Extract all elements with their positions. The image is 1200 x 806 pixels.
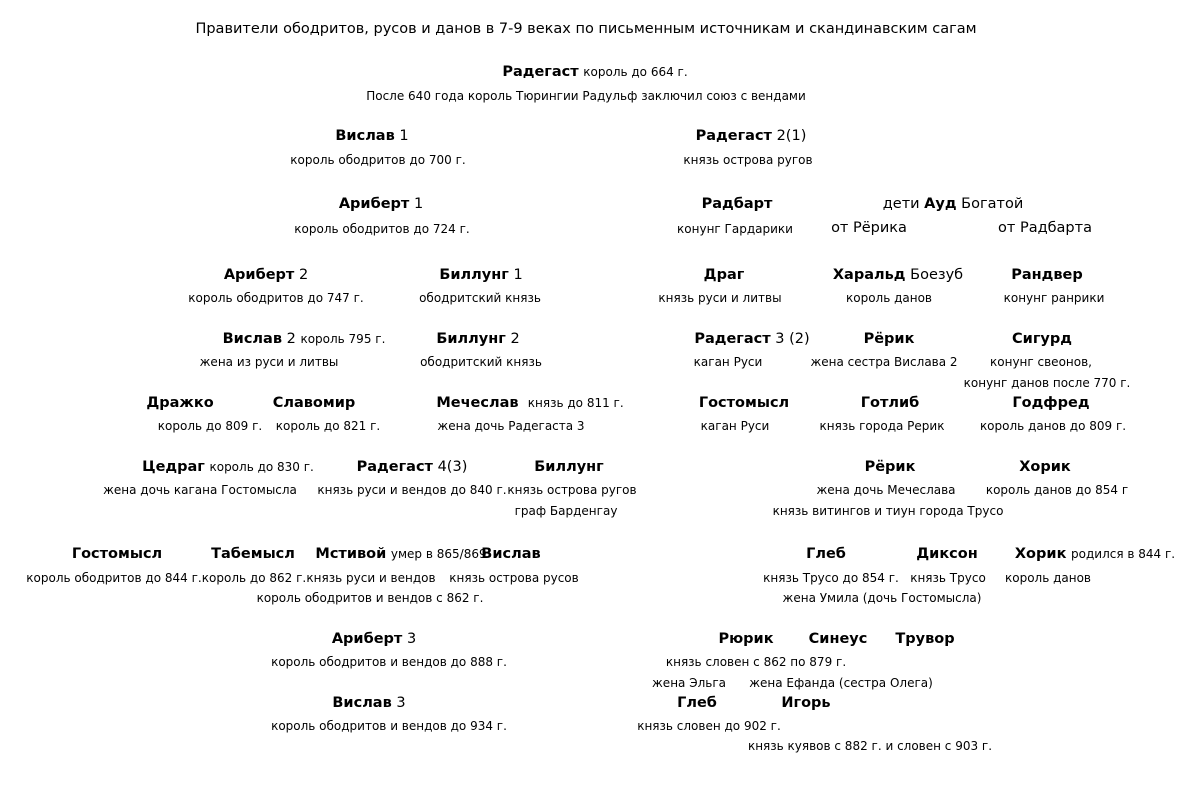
gleb-1-label: Глеб (806, 546, 846, 562)
gotlib-line1: князь города Рерик (819, 419, 945, 433)
aribert-3-label: Ариберт (331, 631, 403, 647)
gleb-1-name (806, 546, 846, 563)
radegast-0-note: король до 664 г. (583, 65, 688, 79)
aud-right: от Радбарта (998, 220, 1092, 236)
aribert-1-line1: король ободритов до 724 г. (294, 222, 470, 236)
drag-line1: князь руси и литвы (658, 291, 782, 305)
aud-header (883, 196, 1024, 213)
aribert-2-name (224, 267, 308, 284)
godfred-label: Годфред (1012, 395, 1090, 411)
sigurd-line1: конунг свеонов, (990, 355, 1092, 369)
rerik-1-line1: жена сестра Вислава 2 (810, 355, 958, 369)
mecheslav-line1: жена дочь Радегаста 3 (437, 419, 585, 433)
igor-label: Игорь (781, 695, 831, 711)
mecheslav-note: князь до 811 г. (527, 396, 624, 410)
radbart-label: Радбарт (701, 196, 773, 212)
tsedrag-label: Цедраг (142, 459, 205, 475)
rerik-1-label: Рёрик (863, 331, 915, 347)
billung-1-num: 1 (513, 267, 523, 283)
vislav-2-label: Вислав (222, 331, 282, 347)
gostomysl-2-line1: король ободритов до 844 г. (26, 571, 202, 585)
sineus-name (809, 631, 868, 648)
vislav-1-line1: король ободритов до 700 г. (290, 153, 466, 167)
billung-2-num: 2 (510, 331, 520, 347)
rerik-2-label: Рёрик (864, 459, 916, 475)
aribert-3-name (332, 631, 416, 648)
ryurik-label: Рюрик (718, 631, 774, 647)
radegast-2-name (696, 128, 807, 145)
gleb-1-line1: князь Трусо до 854 г. (763, 571, 899, 585)
vislav-b-line1: князь острова русов (449, 571, 579, 585)
randver-line1: конунг ранрики (1003, 291, 1105, 305)
billung-3-line1: князь острова ругов (507, 483, 637, 497)
radegast-4-label: Радегаст (356, 459, 433, 475)
tsedrag-note: король до 830 г. (209, 460, 314, 474)
igor-name (781, 695, 830, 712)
harald-label: Харальд (832, 267, 906, 283)
horik-1-label: Хорик (1019, 459, 1071, 475)
harald-name (833, 267, 963, 284)
vislav-1-name (335, 128, 408, 145)
gotlib-name (861, 395, 920, 412)
aribert-2-num: 2 (298, 267, 309, 283)
vislav-3-num: 3 (396, 695, 406, 711)
vislav-b-label: Вислав (481, 546, 541, 562)
radegast-0-name (502, 64, 687, 81)
gleb-2-line1: князь словен до 902 г. (637, 719, 781, 733)
gostomysl-2-name (72, 546, 162, 563)
gostomysl-1-line1: каган Руси (700, 419, 770, 433)
slavomir-label: Славомир (272, 395, 356, 411)
tsedrag-name (142, 459, 314, 476)
rerik-2-line1: жена дочь Мечеслава (816, 483, 956, 497)
shared-title-line: король ободритов и вендов с 862 г. (256, 591, 484, 605)
sigurd-label: Сигурд (1012, 331, 1072, 347)
radegast-3-line1: каган Руси (693, 355, 763, 369)
vislav-3-name (332, 695, 405, 712)
rerik-2-name (865, 459, 916, 476)
horik-2-name (1015, 546, 1175, 563)
sigurd-line2: конунг данов после 770 г. (963, 376, 1131, 390)
vislav-1-num: 1 (399, 128, 409, 144)
aud-suffix: Богатой (961, 196, 1024, 212)
vislav-2-line1: жена из руси и литвы (199, 355, 339, 369)
randver-label: Рандвер (1011, 267, 1083, 283)
ryurik-name (718, 631, 773, 648)
vislav-2-name (223, 331, 386, 348)
truvor-name (895, 631, 954, 648)
vislav-2-num: 2 (286, 331, 296, 347)
tabemysl-name (211, 546, 295, 563)
drazhko-line1: король до 809 г. (157, 419, 263, 433)
gostomysl-1-name (699, 395, 789, 412)
radegast-3-label: Радегаст (694, 331, 771, 347)
gostomysl-1-label: Гостомысл (698, 395, 790, 411)
truvor-label: Трувор (895, 631, 955, 647)
billung-2-name (436, 331, 519, 348)
radegast-4-line1: князь руси и вендов до 840 г. (317, 483, 507, 497)
horik-1-name (1019, 459, 1071, 476)
vislav-b-name (481, 546, 540, 563)
radegast-2-label: Радегаст (695, 128, 772, 144)
horik-2-line1: король данов (1004, 571, 1092, 585)
radegast-3-num: 3 (2) (775, 331, 810, 347)
godfred-line1: король данов до 809 г. (979, 419, 1127, 433)
mstivoy-name (315, 546, 486, 563)
aribert-3-num: 3 (406, 631, 417, 647)
horik-2-note: родился в 844 г. (1071, 547, 1176, 561)
aud-prefix: дети (882, 196, 920, 212)
radegast-2-line1: князь острова ругов (683, 153, 813, 167)
harald-line1: король данов (845, 291, 933, 305)
billung-3-name (534, 459, 604, 476)
radegast-0-label: Радегаст (502, 64, 579, 80)
sigurd-name (1012, 331, 1072, 348)
dikson-line1: князь Трусо (910, 571, 986, 585)
mecheslav-name (436, 395, 623, 412)
ryurik-line1: князь словен с 862 по 879 г. (665, 655, 847, 669)
gotlib-label: Готлиб (860, 395, 920, 411)
vislav-2-note: король 795 г. (300, 332, 386, 346)
billung-1-line1: ободритский князь (419, 291, 541, 305)
gleb-1-line2: жена Умила (дочь Гостомысла) (782, 591, 982, 605)
sineus-line2: жена Ефанда (сестра Олега) (749, 676, 933, 690)
vislav-1-label: Вислав (335, 128, 395, 144)
aribert-1-num: 1 (413, 196, 424, 212)
billung-3-line2: граф Барденгау (514, 504, 618, 518)
drazhko-label: Дражко (146, 395, 214, 411)
mecheslav-label: Мечеслав (436, 395, 519, 411)
mstivoy-label: Мстивой (315, 546, 387, 562)
radegast-4-name (357, 459, 468, 476)
godfred-name (1012, 395, 1089, 412)
igor-line1: князь куявов с 882 г. и словен с 903 г. (747, 739, 993, 753)
billung-1-label: Биллунг (439, 267, 509, 283)
tabemysl-label: Табемысл (211, 546, 295, 562)
slavomir-line1: король до 821 г. (275, 419, 381, 433)
gleb-2-name (677, 695, 717, 712)
tabemysl-line1: король до 862 г. (201, 571, 307, 585)
aribert-2-line1: король ободритов до 747 г. (188, 291, 364, 305)
horik-1-line1: король данов до 854 г (985, 483, 1129, 497)
tsedrag-line1: жена дочь кагана Гостомысла (103, 483, 297, 497)
radegast-0-line1: После 640 года король Тюрингии Радульф заключил союз с вендами (366, 89, 806, 103)
harald-suffix: Боезуб (910, 267, 964, 283)
radegast-4-num: 4(3) (437, 459, 468, 475)
aribert-2-label: Ариберт (223, 267, 295, 283)
radegast-2-num: 2(1) (776, 128, 807, 144)
dikson-name (916, 546, 978, 563)
ryurik-line2: жена Эльга (652, 676, 726, 690)
radbart-name (702, 196, 773, 213)
aud-left: от Рёрика (831, 220, 907, 236)
drazhko-name (146, 395, 213, 412)
drag-label: Драг (703, 267, 745, 283)
aribert-3-line1: король ободритов и вендов до 888 г. (271, 655, 507, 669)
horik-2-label: Хорик (1014, 546, 1067, 562)
gostomysl-2-label: Гостомысл (71, 546, 163, 562)
drag-name (704, 267, 745, 284)
mstivoy-line1: князь руси и вендов (306, 571, 436, 585)
billung-3-label: Биллунг (534, 459, 604, 475)
chart-title: Правители ободритов, русов и данов в 7-9 веках по письменным источникам и скандинавским сагам (195, 21, 977, 37)
randver-name (1011, 267, 1083, 284)
dikson-label: Диксон (916, 546, 978, 562)
aribert-1-label: Ариберт (338, 196, 410, 212)
slavomir-name (273, 395, 356, 412)
aud-label: Ауд (924, 196, 957, 212)
radbart-line1: конунг Гардарики (677, 222, 793, 236)
billung-1-name (439, 267, 522, 284)
vislav-3-label: Вислав (332, 695, 392, 711)
aribert-1-name (339, 196, 423, 213)
rerik-2-line2: князь витингов и тиун города Трусо (772, 504, 1004, 518)
sineus-label: Синеус (808, 631, 868, 647)
billung-2-label: Биллунг (436, 331, 506, 347)
radegast-3-name (694, 331, 809, 348)
gleb-2-label: Глеб (677, 695, 717, 711)
billung-2-line1: ободритский князь (420, 355, 542, 369)
mstivoy-note: умер в 865/869 (390, 547, 487, 561)
vislav-3-line1: король ободритов и вендов до 934 г. (271, 719, 507, 733)
rerik-1-name (864, 331, 915, 348)
